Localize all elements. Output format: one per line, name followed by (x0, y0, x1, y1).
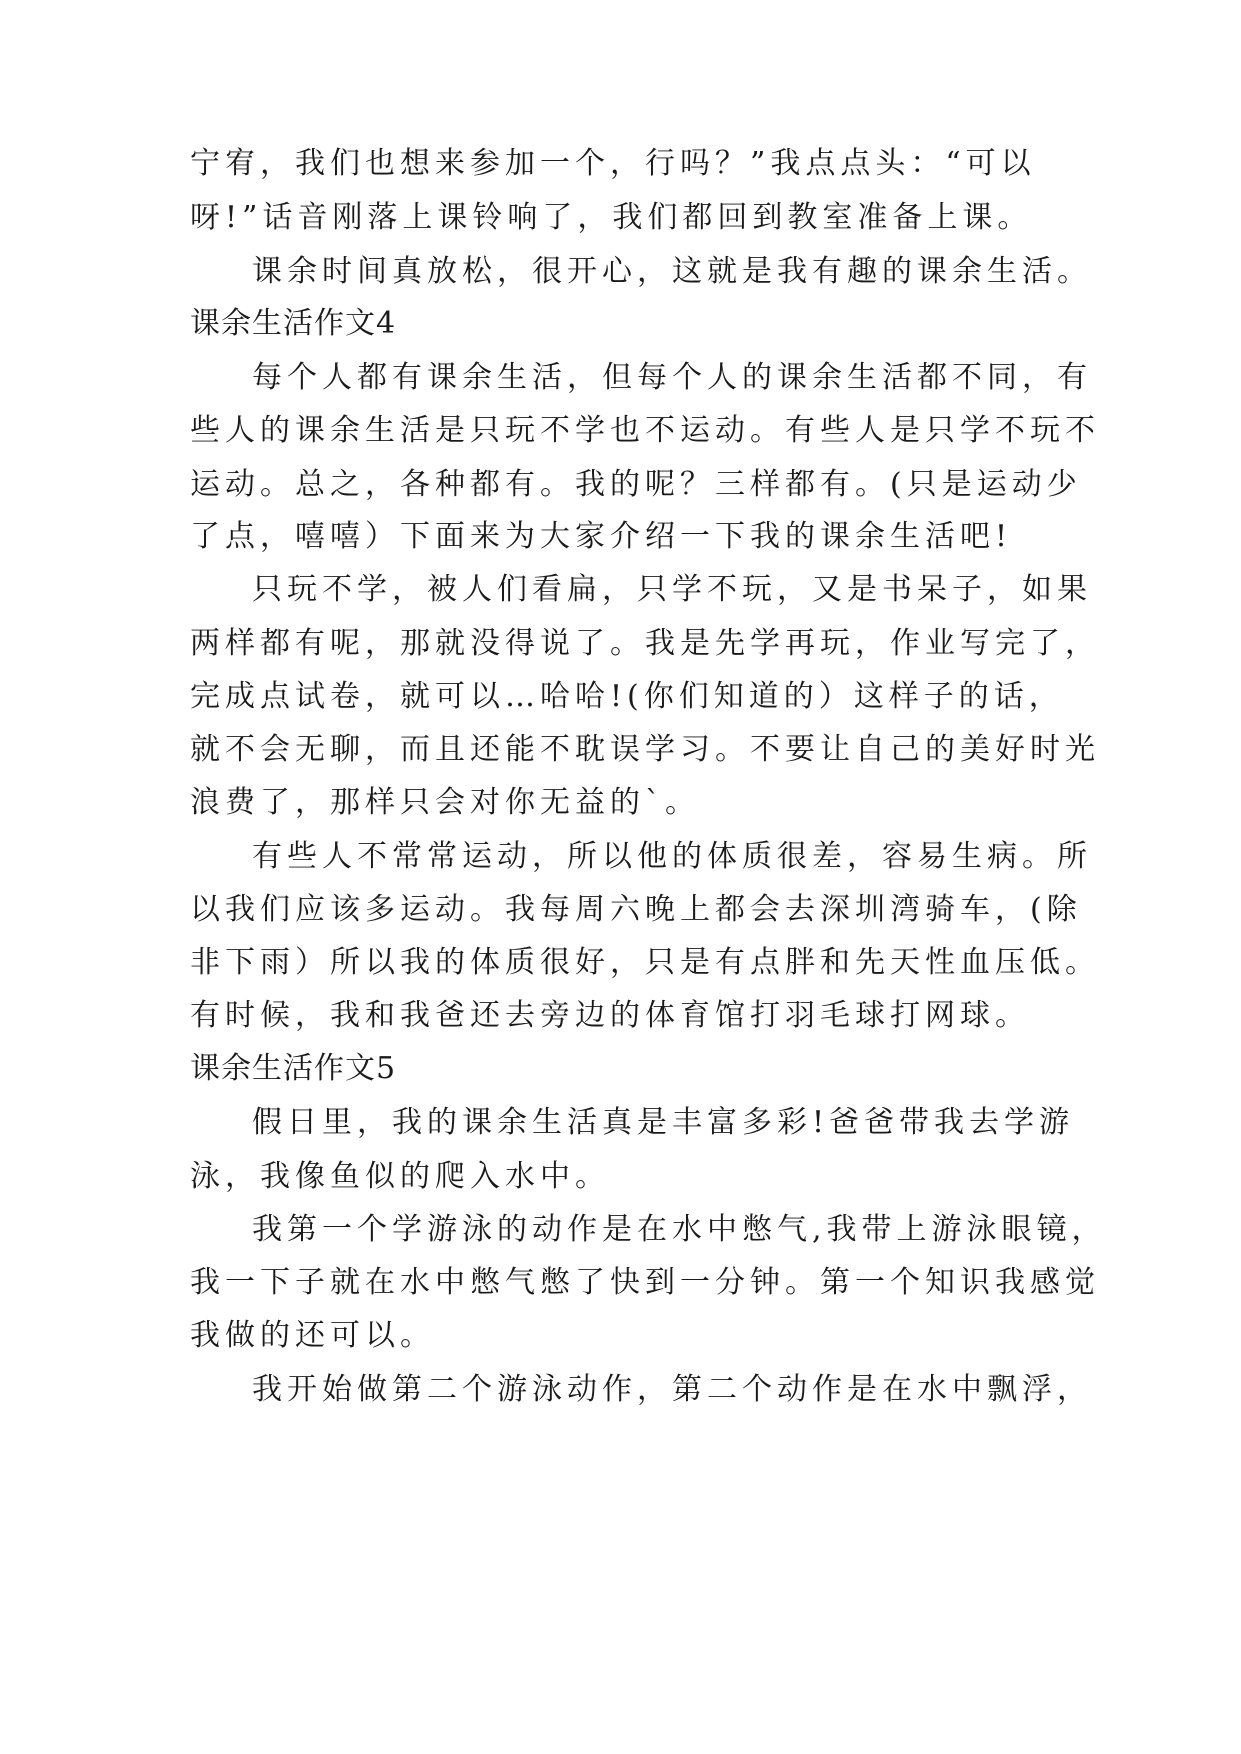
text-line: 我做的还可以。 (190, 1318, 435, 1353)
text-line: 宁宥，我们也想来参加一个，行吗？”我点点头：“可以 (190, 146, 1036, 181)
text-line: 了点，嘻嘻）下面来为大家介绍一下我的课余生活吧! (190, 519, 1013, 554)
paragraph-first-line: 有些人不常常运动，所以他的体质很差，容易生病。所 (252, 839, 1092, 874)
paragraph-first-line: 我开始做第二个游泳动作，第二个动作是在水中飘浮， (252, 1372, 1092, 1407)
text-line: 泳，我像鱼似的爬入水中。 (190, 1159, 610, 1194)
text-line: 非下雨）所以我的体质很好，只是有点胖和先天性血压低。 (190, 945, 1100, 980)
section-heading: 课余生活作文4 (190, 306, 397, 341)
text-line: 以我们应该多运动。我每周六晚上都会去深圳湾骑车，(除 (190, 892, 1082, 927)
text-line: 浪费了，那样只会对你无益的`。 (190, 785, 700, 820)
paragraph-first-line: 每个人都有课余生活，但每个人的课余生活都不同，有 (252, 360, 1092, 395)
text-line: 我一下子就在水中憋气憋了快到一分钟。第一个知识我感觉 (190, 1265, 1100, 1300)
paragraph-first-line: 假日里，我的课余生活真是丰富多彩!爸爸带我去学游 (252, 1105, 1075, 1140)
text-line: 两样都有呢，那就没得说了。我是先学再玩，作业写完了， (190, 626, 1100, 661)
paragraph-first-line: 课余时间真放松，很开心，这就是我有趣的课余生活。 (252, 254, 1092, 289)
text-line: 完成点试卷，就可以…哈哈!(你们知道的）这样子的话， (190, 679, 1064, 714)
text-line: 运动。总之，各种都有。我的呢？三样都有。(只是运动少 (190, 467, 1082, 502)
paragraph-first-line: 只玩不学，被人们看扁，只学不玩，又是书呆子，如果 (252, 572, 1092, 607)
text-line: 呀!”话音刚落上课铃响了，我们都回到教室准备上课。 (190, 200, 1033, 235)
text-line: 有时候，我和我爸还去旁边的体育馆打羽毛球打网球。 (190, 998, 1030, 1033)
text-line: 就不会无聊，而且还能不耽误学习。不要让自己的美好时光 (190, 732, 1100, 767)
paragraph-first-line: 我第一个学游泳的动作是在水中憋气,我带上游泳眼镜， (252, 1212, 1107, 1247)
section-heading: 课余生活作文5 (190, 1051, 397, 1086)
text-line: 些人的课余生活是只玩不学也不运动。有些人是只学不玩不 (190, 413, 1100, 448)
